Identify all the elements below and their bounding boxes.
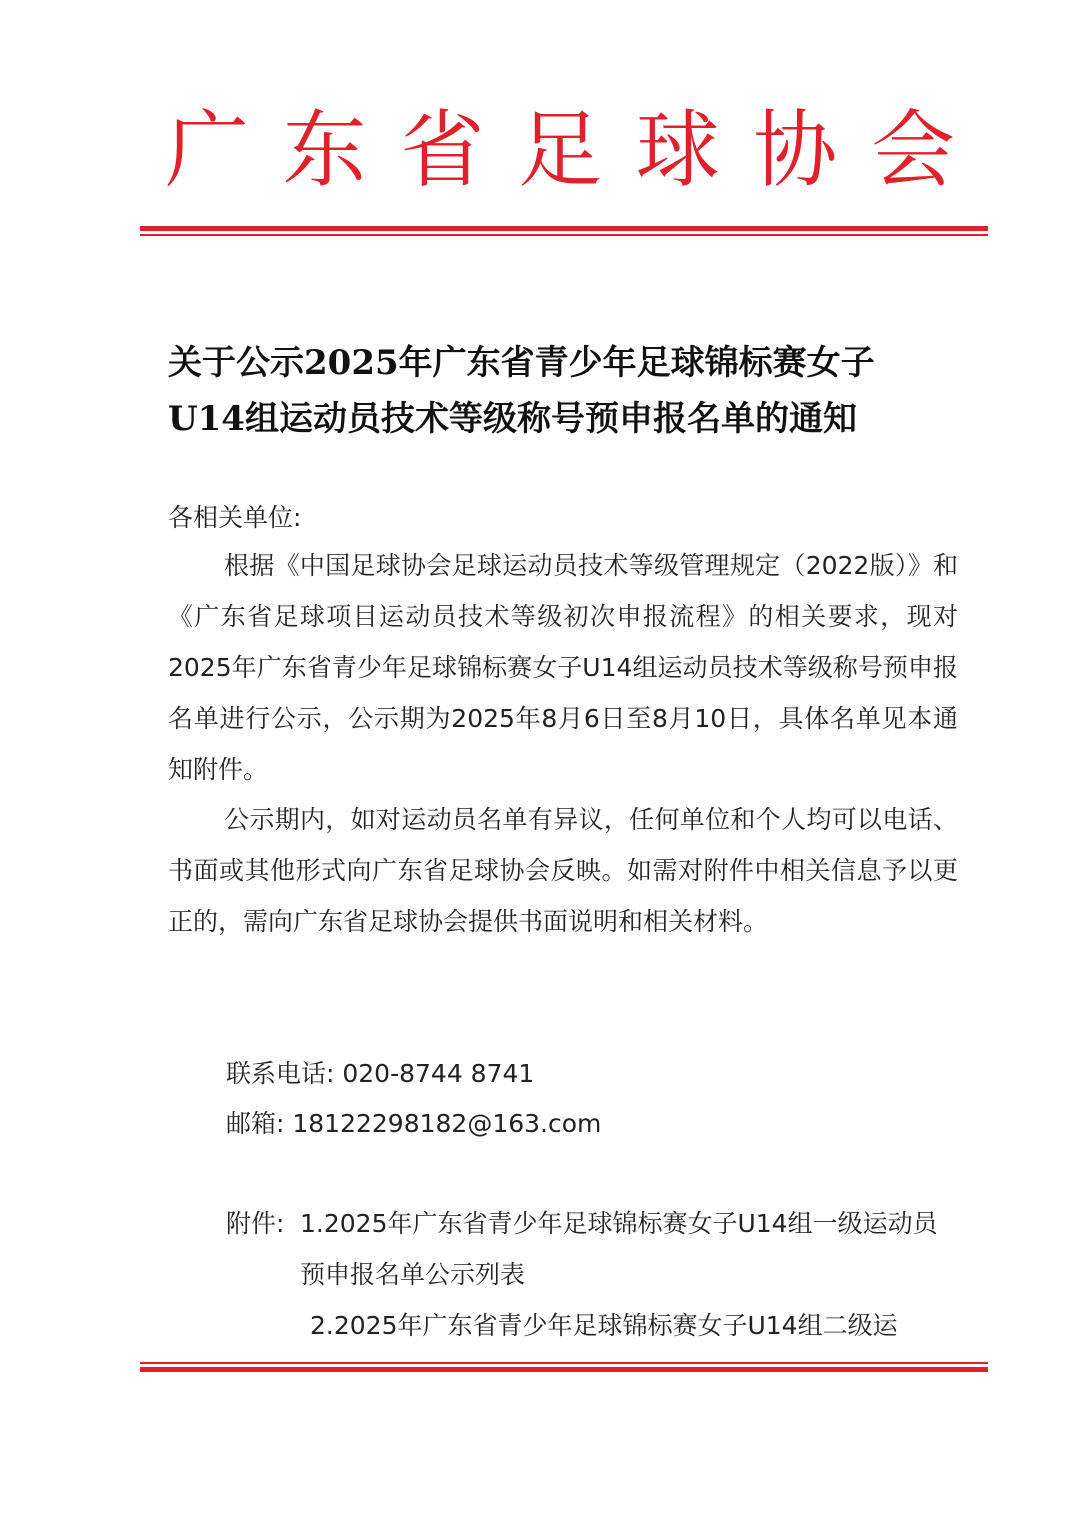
title-line-1: 关于公示2025年广东省青少年足球锦标赛女子 (168, 343, 875, 383)
org-char: 会 (870, 101, 955, 199)
title-line-2: U14组运动员技术等级称号预申报名单的通知 (168, 399, 857, 439)
paragraph-2: 公示期内，如对运动员名单有异议，任何单位和个人均可以电话、书面或其他形式向广东省足球协会反映。如需对附件中相关信息予以更正的，需向广东省足球协会提供书面说明和相关材料。 (168, 805, 958, 936)
org-char: 广 (165, 101, 250, 199)
contact-email: 邮箱: 18122298182@163.com (226, 1109, 602, 1138)
footer-divider (140, 1362, 988, 1372)
salutation: 各相关单位: (168, 503, 302, 532)
attachments-label: 附件: (226, 1209, 285, 1238)
attachment-item-1: 1.2025年广东省青少年足球锦标赛女子U14组一级运动员预申报名单公示列表 (300, 1209, 938, 1289)
org-char: 足 (517, 101, 602, 199)
header-divider (140, 226, 988, 236)
organization-header (165, 100, 955, 200)
contact-phone: 联系电话: 020-8744 8741 (226, 1059, 535, 1088)
org-char: 协 (753, 101, 838, 199)
paragraph-1: 根据《中国足球协会足球运动员技术等级管理规定（2022版）》和《广东省足球项目运动员技术等级初次申报流程》的相关要求，现对2025年广东省青少年足球锦标赛女子U14组运动员技术等级称号预申报名单进行公示，公示期为2025年8月6日至8月10日，具体名单见本通知附件。 (168, 551, 958, 784)
document-title (168, 335, 968, 447)
org-char: 东 (282, 101, 367, 199)
org-char: 省 (400, 101, 485, 199)
org-char: 球 (635, 101, 720, 199)
attachment-item-2: 2.2025年广东省青少年足球锦标赛女子U14组二级运 (310, 1311, 898, 1340)
